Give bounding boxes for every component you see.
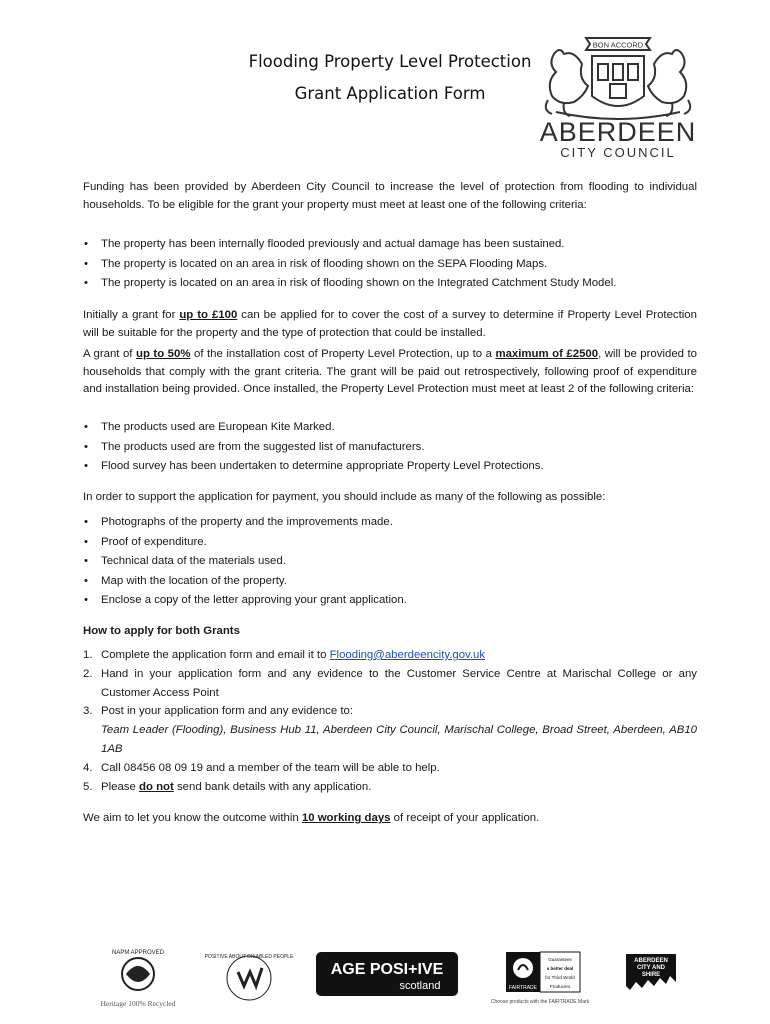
- application-steps: [83, 646, 697, 796]
- fairtrade-line: for Third World: [545, 975, 575, 980]
- criteria-item: • The property is located on an area in risk of flooding shown on the Integrated Catchment Study Model.: [83, 274, 697, 294]
- logo-subtitle: CITY COUNCIL: [560, 145, 676, 160]
- evidence-intro-section: [83, 489, 697, 507]
- do-not-emphasis: do not: [139, 780, 174, 793]
- eligibility-criteria: [83, 235, 697, 294]
- napm-approved-logo: [96, 948, 186, 1010]
- working-days-emphasis: 10 working days: [301, 812, 391, 824]
- outcome-section: [83, 810, 697, 828]
- survey-amount: up to £100: [179, 309, 238, 321]
- application-step: 4. Call 08456 08 09 19 and a member of the team will be able to help.: [83, 761, 440, 774]
- fairtrade-caption: Choose products with the FAIRTRADE Mark: [490, 999, 590, 1005]
- evidence-item: • Enclose a copy of the letter approving your grant application.: [83, 591, 697, 611]
- survey-grant-section: [83, 307, 697, 342]
- evidence-intro: In order to support the application for payment, you should include as many of the following as possible:: [83, 491, 606, 503]
- how-to-apply-section: [83, 623, 697, 641]
- postal-address: Team Leader (Flooding), Business Hub 11, Aberdeen City Council, Marischal College, Broad Street, Aberdeen, AB10 1AB: [101, 724, 697, 755]
- fairtrade-line: a better deal: [546, 966, 574, 971]
- application-step: 3. Post in your application form and any evidence to: Team Leader (Flooding), Business Hub 11, Aberdeen City Council, Marischal College, Broad Street, Aberdeen, AB10 1AB: [83, 702, 697, 758]
- installation-grant-paragraph: A grant of up to 50% of the installation cost of Property Level Protection, up to a maximum of £2500, will be provided to households that comply with the grant criteria. The grant will be paid out retrospectively, following proof of expenditure and installation being provided. Once installed, the Property Level Protection must meet at least 2 of the following criteria:: [83, 348, 697, 395]
- age-positive-subtitle: scotland: [399, 980, 441, 992]
- installation-percentage: up to 50%: [135, 348, 191, 360]
- application-step: 1. Complete the application form and email it to Flooding@aberdeencity.gov.uk: [83, 649, 486, 661]
- intro-section: [83, 179, 697, 214]
- disability-label: POSITIVE ABOUT DISABLED PEOPLE: [204, 954, 294, 960]
- installation-maximum: maximum of £2500: [495, 348, 599, 360]
- criteria-item: • The property has been internally flooded previously and actual damage has been sustained.: [83, 235, 697, 255]
- aberdeen-city-and-shire-logo: [622, 950, 680, 1000]
- napm-caption: Heritage 100% Recycled: [100, 999, 176, 1008]
- age-positive-title: AGE POSI+IVE: [330, 961, 444, 978]
- logo-wordmark: ABERDEEN: [539, 117, 697, 147]
- intro-paragraph: Funding has been provided by Aberdeen City Council to increase the level of protection from flooding to individual households. To be eligible for the grant your property must meet at least one of the following criteria:: [83, 181, 697, 211]
- fairtrade-line: Producers: [549, 984, 571, 989]
- logo-motto: BON ACCORD: [592, 40, 644, 50]
- product-criteria: [83, 418, 697, 477]
- outcome-paragraph: We aim to let you know the outcome within 10 working days of receipt of your application.: [83, 812, 540, 824]
- napm-label: NAPM APPROVED: [111, 950, 165, 956]
- application-step: 2. Hand in your application form and any evidence to the Customer Service Centre at Marischal College or any Customer Access Point: [83, 667, 697, 699]
- evidence-item: • Technical data of the materials used.: [83, 552, 697, 572]
- criteria-item: • The property is located on an area in risk of flooding shown on the SEPA Flooding Maps.: [83, 255, 697, 275]
- product-criteria-item: • Flood survey has been undertaken to determine appropriate Property Level Protections.: [83, 457, 697, 477]
- acs-line: CITY AND: [636, 965, 666, 971]
- flooding-email-link[interactable]: Flooding@aberdeencity.gov.uk: [329, 649, 486, 661]
- application-step: 5. Please do not send bank details with any application.: [83, 780, 372, 793]
- evidence-item: • Proof of expenditure.: [83, 533, 697, 553]
- fairtrade-line: Guarantees: [548, 957, 572, 962]
- evidence-item: • Map with the location of the property.: [83, 572, 697, 592]
- form-title-line1: Flooding Property Level Protection: [248, 52, 532, 71]
- how-to-apply-heading: How to apply for both Grants: [83, 625, 240, 637]
- age-positive-scotland-logo: [316, 952, 458, 996]
- form-title-line2: Grant Application Form: [294, 84, 486, 103]
- survey-grant-paragraph: Initially a grant for up to £100 can be applied for to cover the cost of a survey to determine if Property Level Protection will be suitable for the property and the type of protection that could be installed.: [83, 309, 697, 339]
- evidence-item: • Photographs of the property and the improvements made.: [83, 513, 697, 533]
- product-criteria-item: • The products used are from the suggested list of manufacturers.: [83, 438, 697, 458]
- evidence-list: [83, 513, 697, 611]
- installation-grant-section: [83, 346, 697, 399]
- fairtrade-label: FAIRTRADE: [509, 985, 537, 991]
- acs-line: ABERDEEN: [634, 958, 668, 964]
- product-criteria-item: • The products used are European Kite Marked.: [83, 418, 697, 438]
- positive-about-disabled-people-logo: [204, 950, 294, 1006]
- fairtrade-logo: [482, 948, 598, 1008]
- acs-line: SHIRE: [641, 972, 661, 978]
